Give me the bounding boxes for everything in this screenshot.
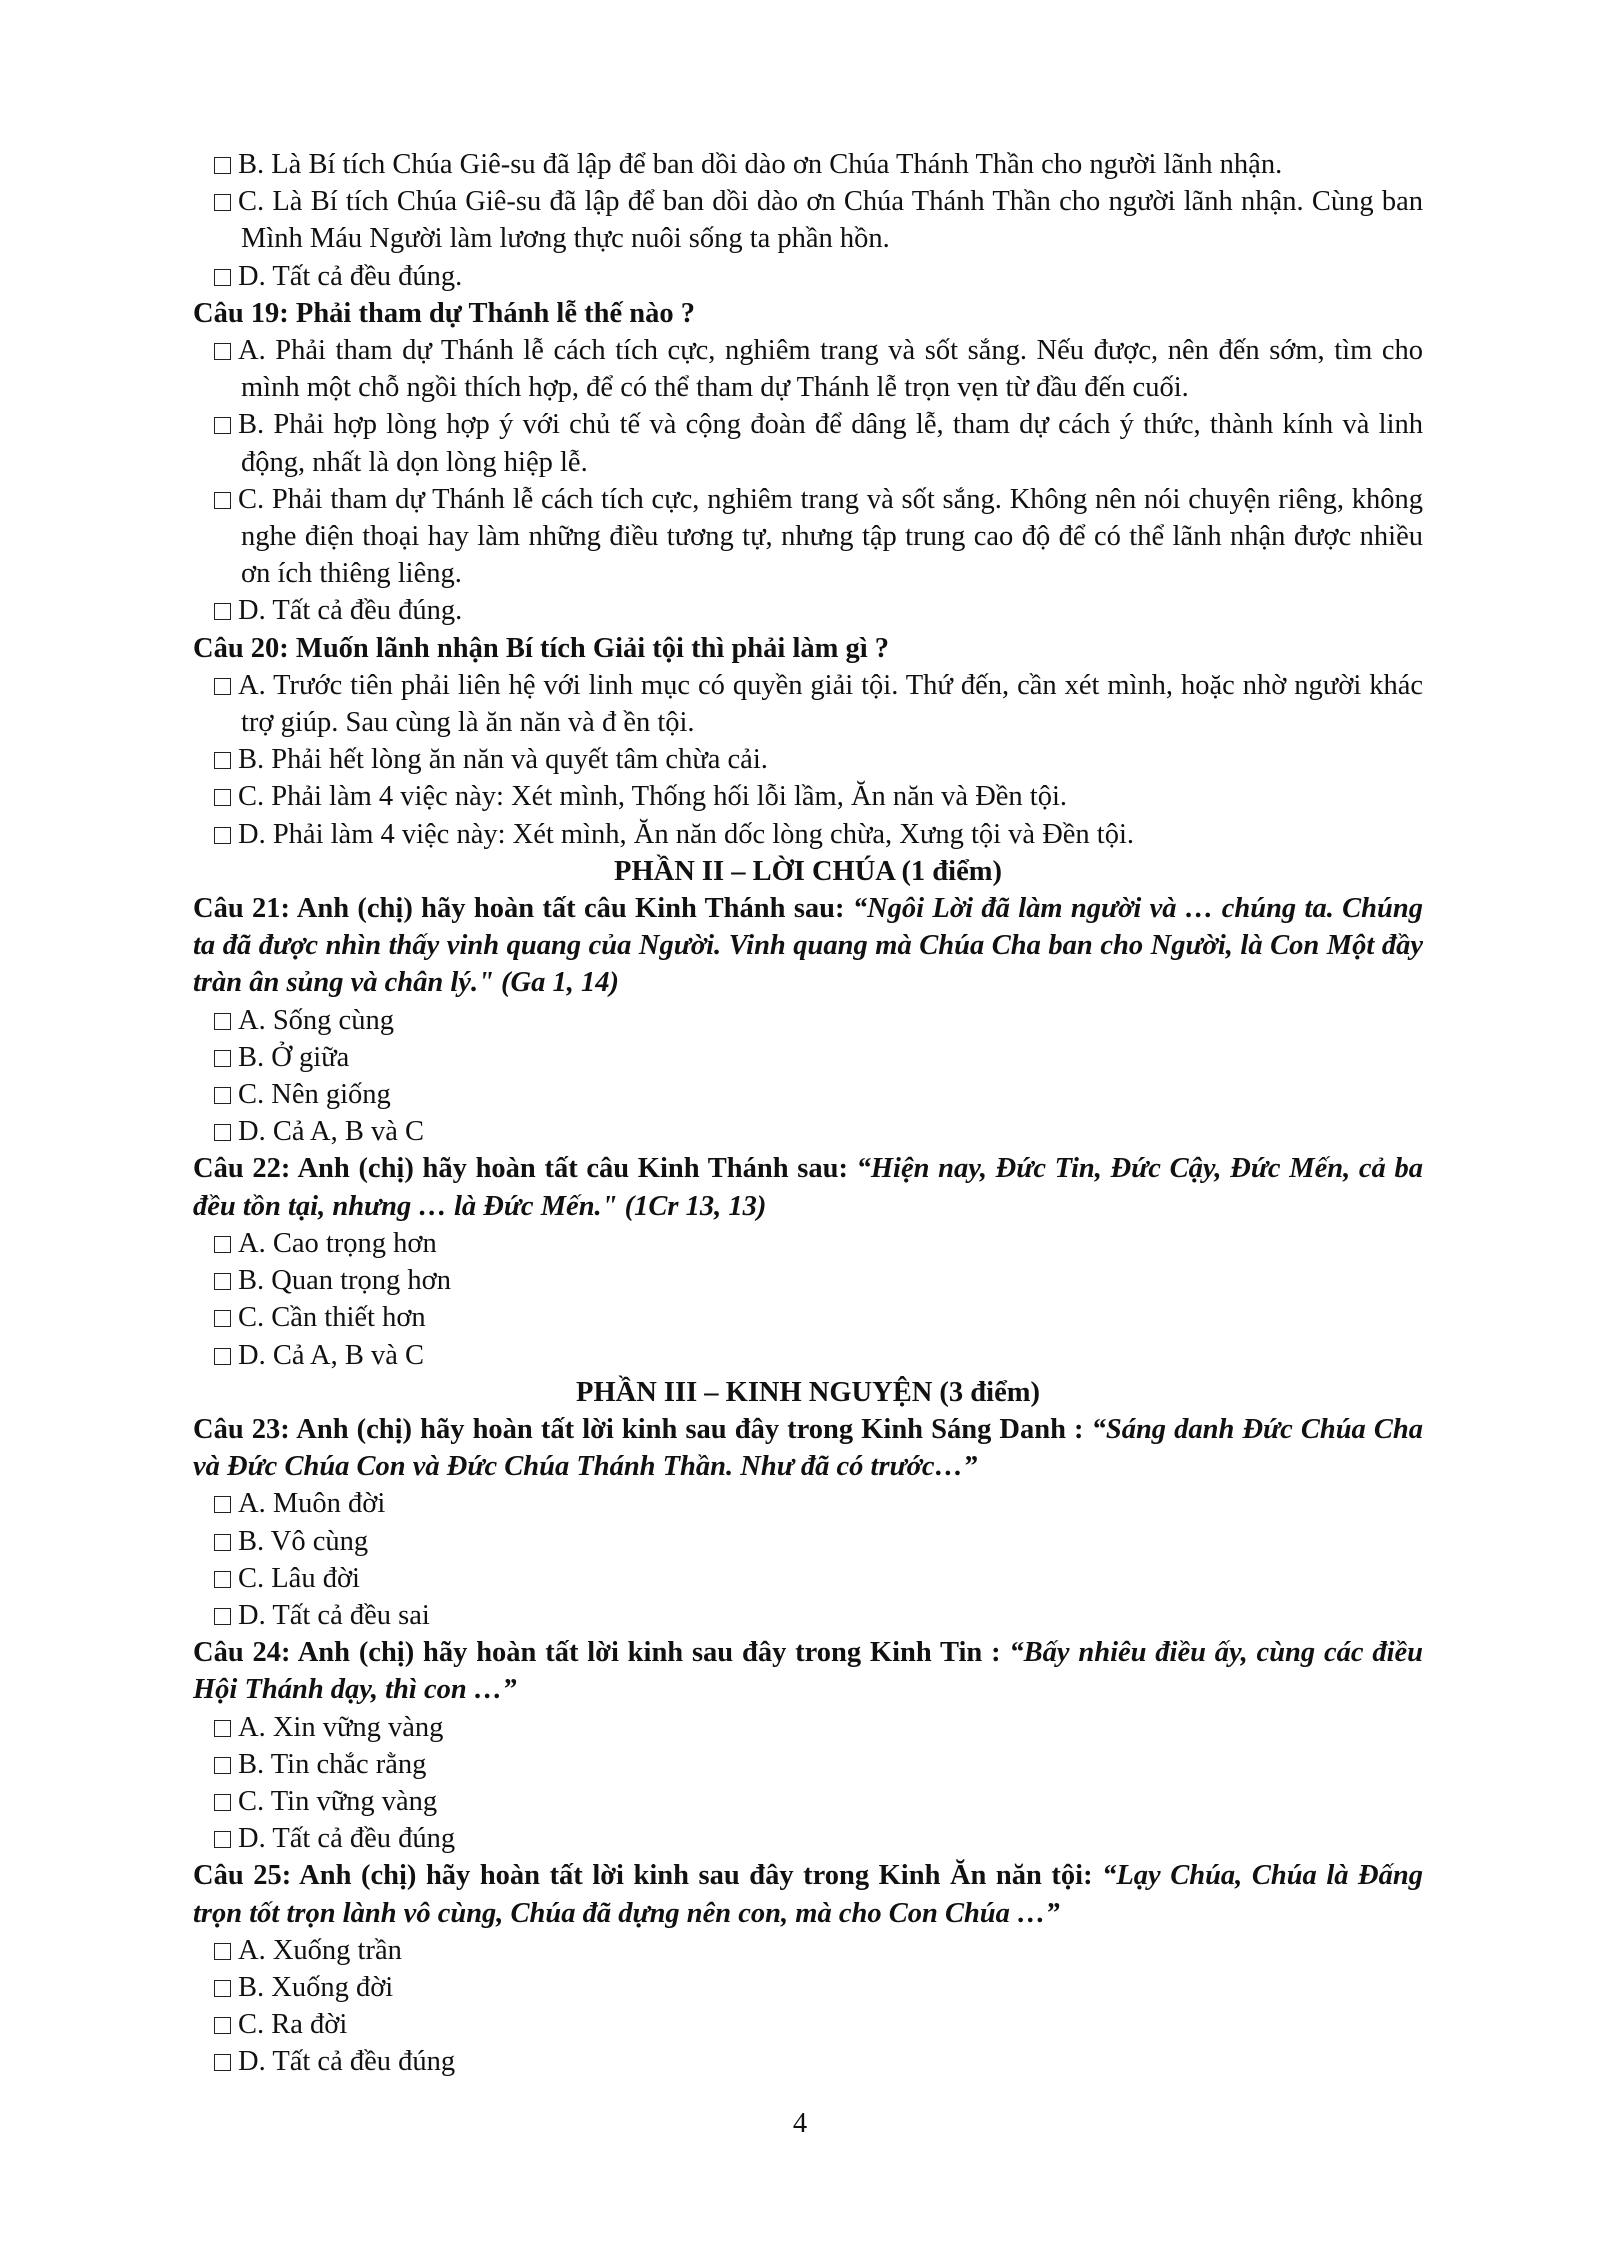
q23-option-c[interactable]: C. Lâu đời (193, 1560, 1423, 1597)
question-21-title: Câu 21: Anh (chị) hãy hoàn tất câu Kinh Thánh sau: “Ngôi Lời đã làm người và … chúng ta. Chúng ta đã được nhìn thấy vinh quang của Người. Vinh quang mà Chúa Cha ban cho Người, là Con Một đầy tràn ân sủng và chân lý." (Ga 1, 14) (193, 893, 1423, 999)
q19-option-d[interactable]: D. Tất cả đều đúng. (193, 592, 1423, 629)
q24-option-a[interactable]: A. Xin vững vàng (193, 1709, 1423, 1746)
q20-option-c[interactable]: C. Phải làm 4 việc này: Xét mình, Thống hối lỗi lầm, Ăn năn và Đền tội. (193, 778, 1423, 815)
q19-option-a[interactable]: A. Phải tham dự Thánh lễ cách tích cực, nghiêm trang và sốt sắng. Nếu được, nên đến sớm, tìm cho mình một chỗ ngồi thích hợp, để có thể tham dự Thánh lễ trọn vẹn từ đầu đến cuối. (193, 332, 1423, 406)
checkbox[interactable] (214, 1571, 231, 1588)
checkbox[interactable] (214, 1794, 231, 1811)
q19-option-b[interactable]: B. Phải hợp lòng hợp ý với chủ tế và cộng đoàn để dâng lễ, tham dự cách ý thức, thành kính và linh động, nhất là dọn lòng hiệp lễ. (193, 406, 1423, 480)
checkbox[interactable] (214, 1980, 231, 1997)
question-25-title: Câu 25: Anh (chị) hãy hoàn tất lời kinh sau đây trong Kinh Ăn năn tội: “Lạy Chúa, Chúa là Đấng trọn tốt trọn lành vô cùng, Chúa đã dựng nên con, mà cho Con Chúa …” (193, 1860, 1423, 1929)
checkbox[interactable] (214, 1757, 231, 1774)
q20-option-d[interactable]: D. Phải làm 4 việc này: Xét mình, Ăn năn dốc lòng chừa, Xưng tội và Đền tội. (193, 816, 1423, 853)
q25-option-b[interactable]: B. Xuống đời (193, 1969, 1423, 2006)
checkbox[interactable] (214, 789, 231, 806)
q25-option-c[interactable]: C. Ra đời (193, 2006, 1423, 2043)
checkbox[interactable] (214, 1273, 231, 1290)
q18-option-d[interactable]: D. Tất cả đều đúng. (193, 258, 1423, 295)
q21-option-c[interactable]: C. Nên giống (193, 1076, 1423, 1113)
q21-option-b[interactable]: B. Ở giữa (193, 1039, 1423, 1076)
q22-option-a[interactable]: A. Cao trọng hơn (193, 1225, 1423, 1262)
checkbox[interactable] (214, 603, 231, 620)
q23-option-d[interactable]: D. Tất cả đều sai (193, 1597, 1423, 1634)
q20-option-b[interactable]: B. Phải hết lòng ăn năn và quyết tâm chừa cải. (193, 741, 1423, 778)
checkbox[interactable] (214, 157, 231, 174)
checkbox[interactable] (214, 827, 231, 844)
checkbox[interactable] (214, 2017, 231, 2034)
checkbox[interactable] (214, 1013, 231, 1030)
question-24-title: Câu 24: Anh (chị) hãy hoàn tất lời kinh sau đây trong Kinh Tin : “Bấy nhiêu điều ấy, cùng các điều Hội Thánh dạy, thì con …” (193, 1637, 1423, 1706)
part-2-heading: PHẦN II – LỜI CHÚA (1 điểm) (614, 855, 1002, 887)
page-number: 4 (792, 2108, 808, 2139)
q25-option-a[interactable]: A. Xuống trần (193, 1932, 1423, 1969)
checkbox[interactable] (214, 343, 231, 360)
checkbox[interactable] (214, 1348, 231, 1365)
q23-option-a[interactable]: A. Muôn đời (193, 1485, 1423, 1522)
q21-option-d[interactable]: D. Cả A, B và C (193, 1113, 1423, 1150)
checkbox[interactable] (214, 1608, 231, 1625)
checkbox[interactable] (214, 752, 231, 769)
checkbox[interactable] (214, 2054, 231, 2071)
checkbox[interactable] (214, 1310, 231, 1327)
checkbox[interactable] (214, 1050, 231, 1067)
checkbox[interactable] (214, 1831, 231, 1848)
checkbox[interactable] (214, 1534, 231, 1551)
question-23-title: Câu 23: Anh (chị) hãy hoàn tất lời kinh sau đây trong Kinh Sáng Danh : “Sáng danh Đức Chúa Cha và Đức Chúa Con và Đức Chúa Thánh Thần. Như đã có trước…” (193, 1413, 1423, 1483)
checkbox[interactable] (214, 1496, 231, 1513)
question-22-title: Câu 22: Anh (chị) hãy hoàn tất câu Kinh Thánh sau: “Hiện nay, Đức Tin, Đức Cậy, Đức Mến, cả ba đều tồn tại, nhưng … là Đức Mến." (1Cr 13, 13) (193, 1153, 1423, 1222)
q22-option-b[interactable]: B. Quan trọng hơn (193, 1262, 1423, 1299)
checkbox[interactable] (214, 1943, 231, 1960)
checkbox[interactable] (214, 194, 231, 211)
checkbox[interactable] (214, 492, 231, 509)
checkbox[interactable] (214, 1087, 231, 1104)
q18-option-c[interactable]: C. Là Bí tích Chúa Giê-su đã lập để ban dồi dào ơn Chúa Thánh Thần cho người lãnh nhận. Cùng ban Mình Máu Người làm lương thực nuôi sống ta phần hồn. (193, 183, 1423, 257)
checkbox[interactable] (214, 1124, 231, 1141)
part-3-heading: PHẦN III – KINH NGUYỆN (3 điểm) (576, 1376, 1040, 1408)
q25-option-d[interactable]: D. Tất cả đều đúng (193, 2043, 1423, 2080)
q22-option-c[interactable]: C. Cần thiết hơn (193, 1299, 1423, 1336)
checkbox[interactable] (214, 1236, 231, 1253)
checkbox[interactable] (214, 417, 231, 434)
q19-option-c[interactable]: C. Phải tham dự Thánh lễ cách tích cực, nghiêm trang và sốt sắng. Không nên nói chuyện riêng, không nghe điện thoại hay làm những điều tương tự, nhưng tập trung cao độ để có thể lãnh nhận được nhiều ơn ích thiêng liêng. (193, 481, 1423, 593)
q20-option-a[interactable]: A. Trước tiên phải liên hệ với linh mục có quyền giải tội. Thứ đến, cần xét mình, hoặc nhờ người khác trợ giúp. Sau cùng là ăn năn và đ ền tội. (193, 667, 1423, 741)
question-20-title: Câu 20: Muốn lãnh nhận Bí tích Giải tội thì phải làm gì ? (193, 632, 890, 664)
checkbox[interactable] (214, 678, 231, 695)
checkbox[interactable] (214, 269, 231, 286)
checkbox[interactable] (214, 1720, 231, 1737)
document-page (193, 146, 1423, 2081)
question-19-title: Câu 19: Phải tham dự Thánh lễ thế nào ? (193, 297, 695, 329)
q21-option-a[interactable]: A. Sống cùng (193, 1002, 1423, 1039)
q24-option-b[interactable]: B. Tin chắc rằng (193, 1746, 1423, 1783)
q23-option-b[interactable]: B. Vô cùng (193, 1523, 1423, 1560)
q22-option-d[interactable]: D. Cả A, B và C (193, 1337, 1423, 1374)
q24-option-d[interactable]: D. Tất cả đều đúng (193, 1820, 1423, 1857)
q18-option-b[interactable]: B. Là Bí tích Chúa Giê-su đã lập để ban dồi dào ơn Chúa Thánh Thần cho người lãnh nhận. (193, 146, 1423, 183)
q24-option-c[interactable]: C. Tin vững vàng (193, 1783, 1423, 1820)
